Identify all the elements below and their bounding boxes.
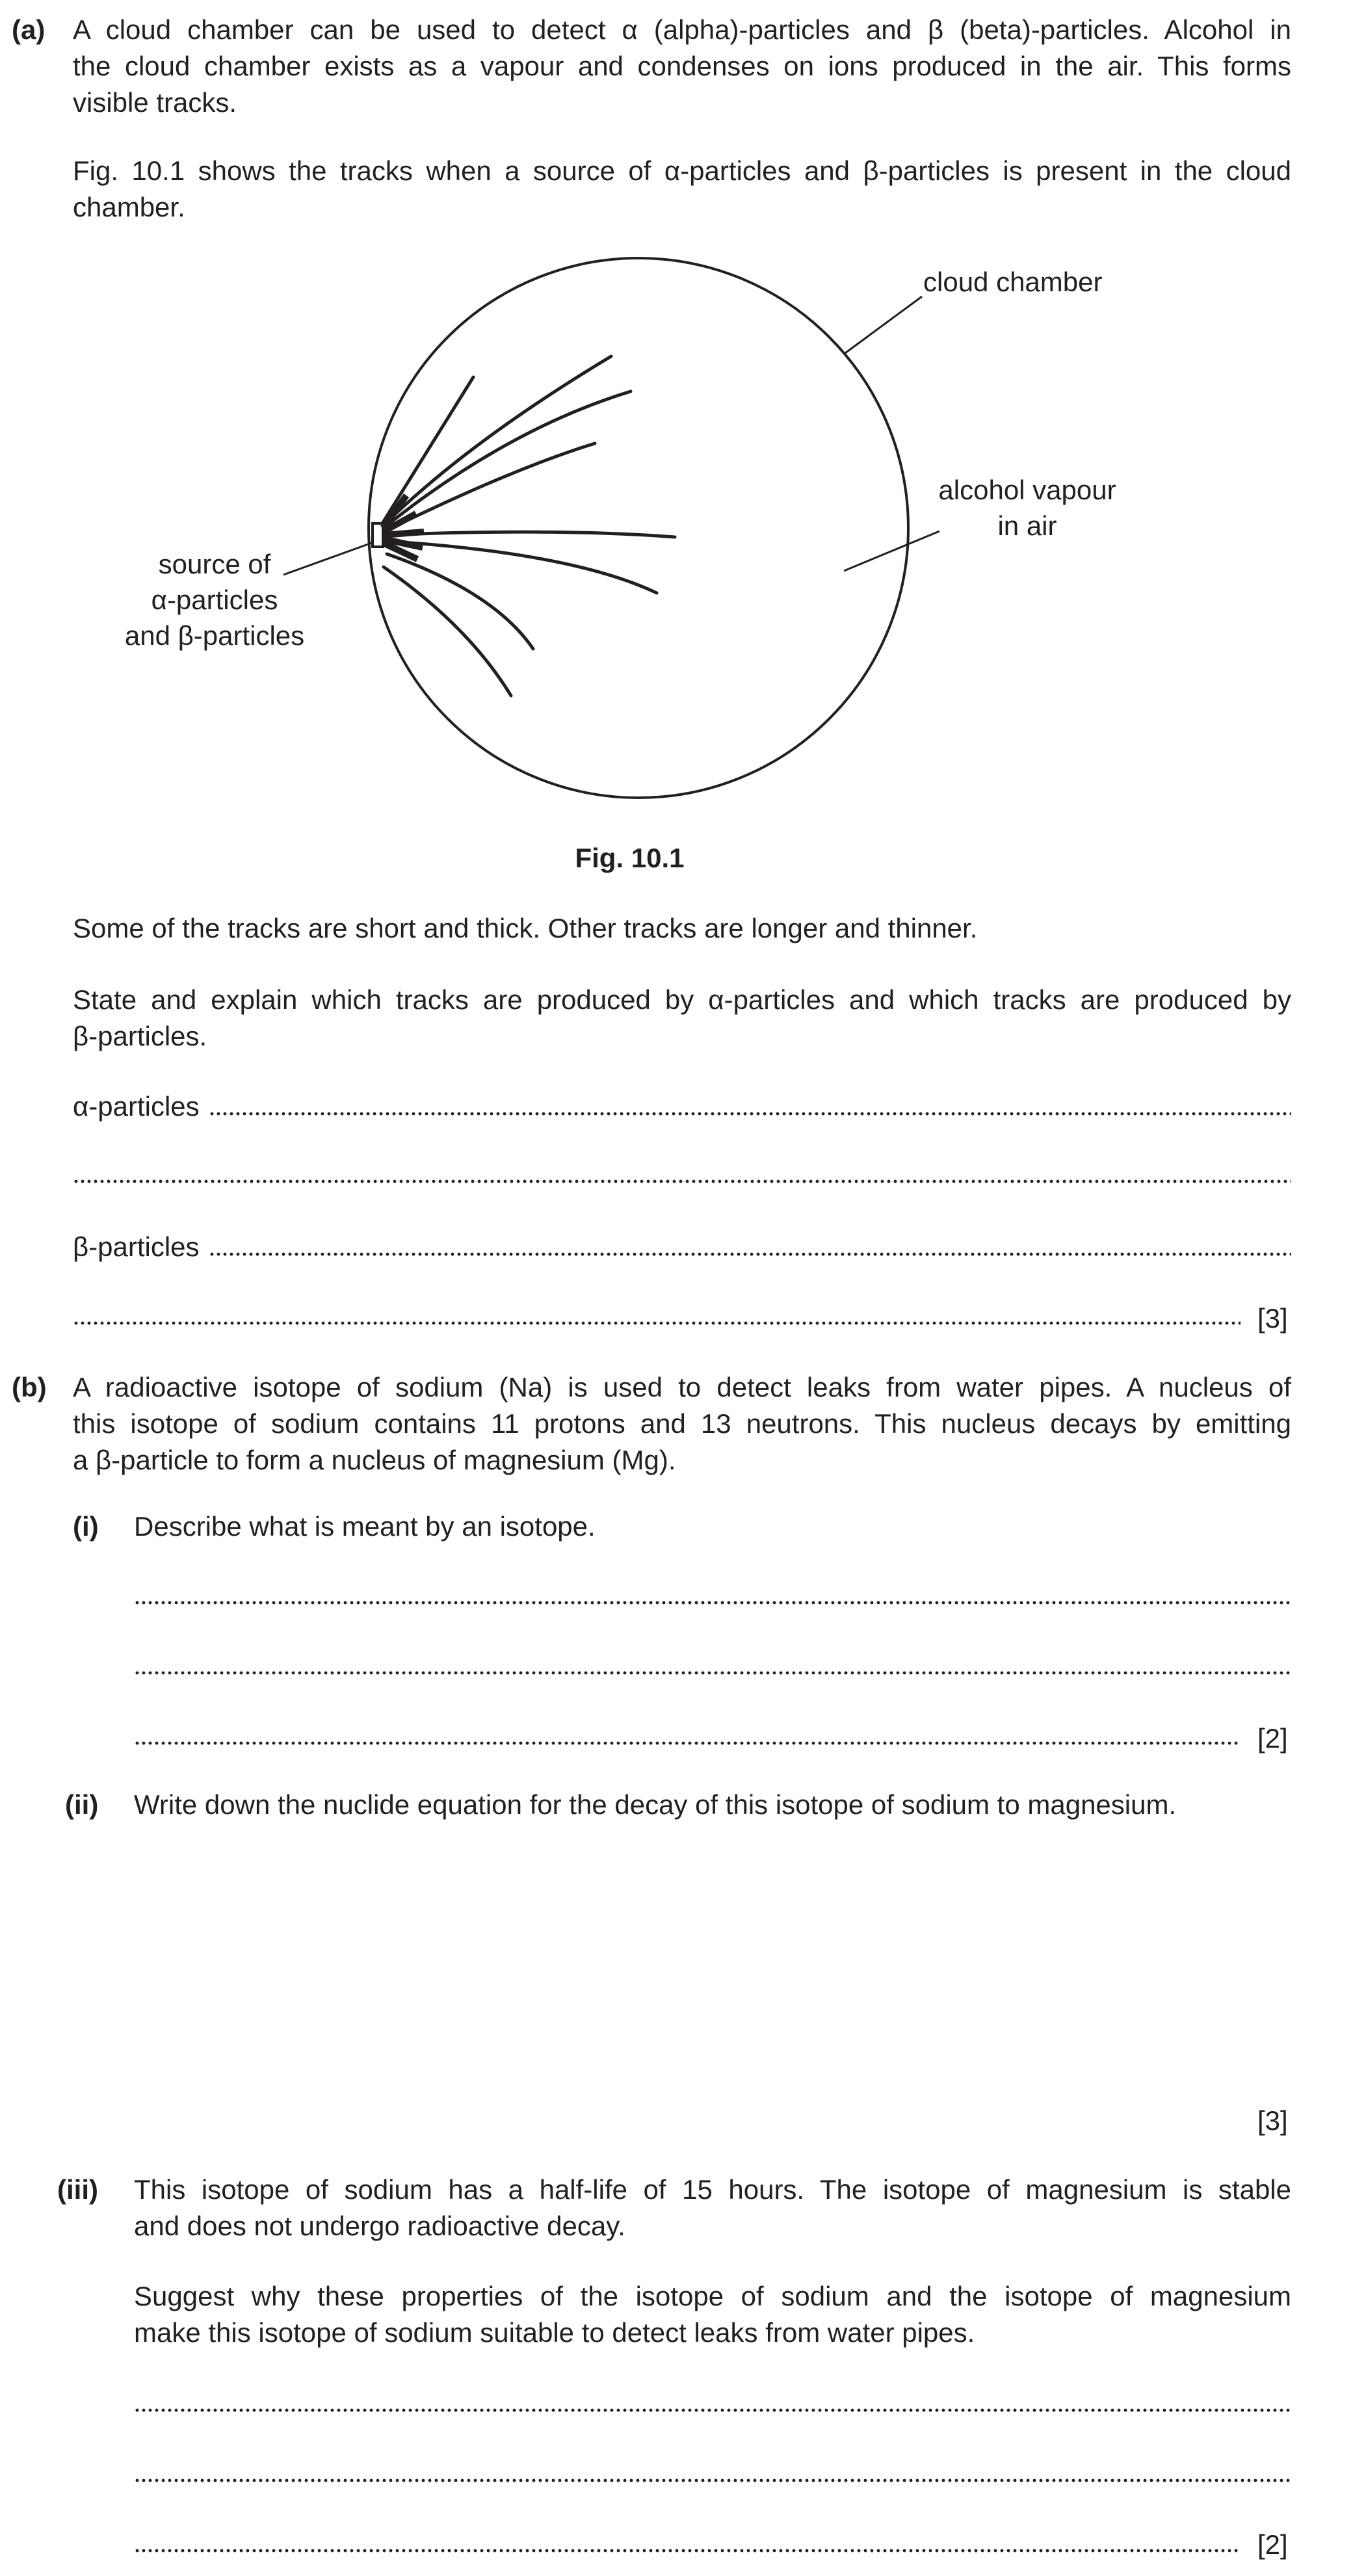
label-vapour-2: in air <box>997 510 1057 541</box>
label-source-3: and β-particles <box>124 620 305 651</box>
figure-caption: Fig. 10.1 <box>575 843 685 873</box>
part-a-intro-line-1: A cloud chamber can be used to detect α (alpha)-particles and β (beta)-particles. Alcohol in <box>73 14 1291 45</box>
label-vapour-1: alcohol vapour <box>938 475 1116 505</box>
fig-ref-line-1: Fig. 10.1 shows the tracks when a source of α-particles and β-particles is present in the cloud <box>73 155 1291 186</box>
part-a-label: (a) <box>12 14 46 45</box>
part-b-i-question: Describe what is meant by an isotope. <box>134 1511 596 1542</box>
beta-answer-line-2[interactable] <box>73 1320 1241 1326</box>
beta-tracks <box>382 356 675 696</box>
part-b-intro-line-3: a β-particle to form a nucleus of magnesium (Mg). <box>73 1445 676 1475</box>
part-b-ii-question: Write down the nuclide equation for the decay of this isotope of sodium to magnesium. <box>134 1789 1177 1820</box>
part-b-iii-answer-line-3[interactable] <box>134 2547 1241 2554</box>
source-box <box>373 523 383 547</box>
part-b-ii-marks: [3] <box>1257 2105 1288 2136</box>
alpha-answer-label: α-particles <box>73 1091 200 1122</box>
part-b-i-answer-line-1[interactable] <box>134 1599 1291 1606</box>
part-b-intro-line-1: A radioactive isotope of sodium (Na) is used to detect leaks from water pipes. A nucleus of <box>73 1372 1291 1402</box>
part-a-question-line-2: β-particles. <box>73 1021 207 1051</box>
beta-track <box>382 377 473 523</box>
leader-cloud-chamber <box>845 296 922 353</box>
part-b-iii-answer-line-1[interactable] <box>134 2407 1291 2413</box>
cloud-chamber-circle <box>369 258 908 798</box>
part-b-i-label: (i) <box>73 1511 99 1542</box>
beta-track <box>384 532 675 537</box>
part-b-iii-answer-line-2[interactable] <box>134 2477 1291 2484</box>
part-b-intro-line-2: this isotope of sodium contains 11 protons and 13 neutrons. This nucleus decays by emitting <box>73 1408 1291 1439</box>
part-a-intro-line-2: the cloud chamber exists as a vapour and condenses on ions produced in the air. This forms <box>73 51 1291 81</box>
part-b-i-answer-line-3[interactable] <box>134 1740 1241 1746</box>
cloud-chamber-diagram <box>0 0 1366 845</box>
beta-answer-label: β-particles <box>73 1231 200 1262</box>
part-b-i-answer-line-2[interactable] <box>134 1670 1291 1676</box>
tracks-statement: Some of the tracks are short and thick. Other tracks are longer and thinner. <box>73 913 978 943</box>
beta-track <box>387 554 533 649</box>
part-b-iii-line-1: This isotope of sodium has a half-life of 15 hours. The isotope of magnesium is stable <box>134 2174 1291 2205</box>
fig-ref-line-2: chamber. <box>73 192 185 222</box>
part-b-iii-line-4: make this isotope of sodium suitable to detect leaks from water pipes. <box>134 2317 975 2348</box>
leader-source <box>283 541 377 575</box>
part-b-label: (b) <box>12 1372 47 1402</box>
label-source-2: α-particles <box>151 585 278 615</box>
part-b-i-marks: [2] <box>1257 1723 1288 1754</box>
label-cloud-chamber: cloud chamber <box>923 267 1103 297</box>
beta-answer-dots <box>209 1251 1291 1257</box>
leader-vapour <box>844 531 939 571</box>
part-b-ii-label: (ii) <box>65 1789 99 1820</box>
part-b-iii-line-3: Suggest why these properties of the isotope of sodium and the isotope of magnesium <box>134 2281 1291 2311</box>
part-a-intro-line-3: visible tracks. <box>73 87 237 118</box>
beta-track <box>384 567 511 696</box>
part-b-iii-label: (iii) <box>57 2174 98 2205</box>
alpha-answer-dots <box>209 1111 1291 1117</box>
part-b-iii-line-2: and does not undergo radioactive decay. <box>134 2211 625 2241</box>
alpha-answer-line-2[interactable] <box>73 1178 1291 1185</box>
label-source-1: source of <box>158 549 271 579</box>
beta-track <box>384 443 595 532</box>
part-a-marks: [3] <box>1257 1303 1288 1334</box>
alpha-answer-line[interactable] <box>73 1088 1291 1125</box>
beta-answer-line[interactable] <box>73 1229 1291 1265</box>
part-b-iii-marks: [2] <box>1257 2529 1288 2560</box>
part-a-question-line-1: State and explain which tracks are produced by α-particles and which tracks are produced by <box>73 984 1291 1015</box>
